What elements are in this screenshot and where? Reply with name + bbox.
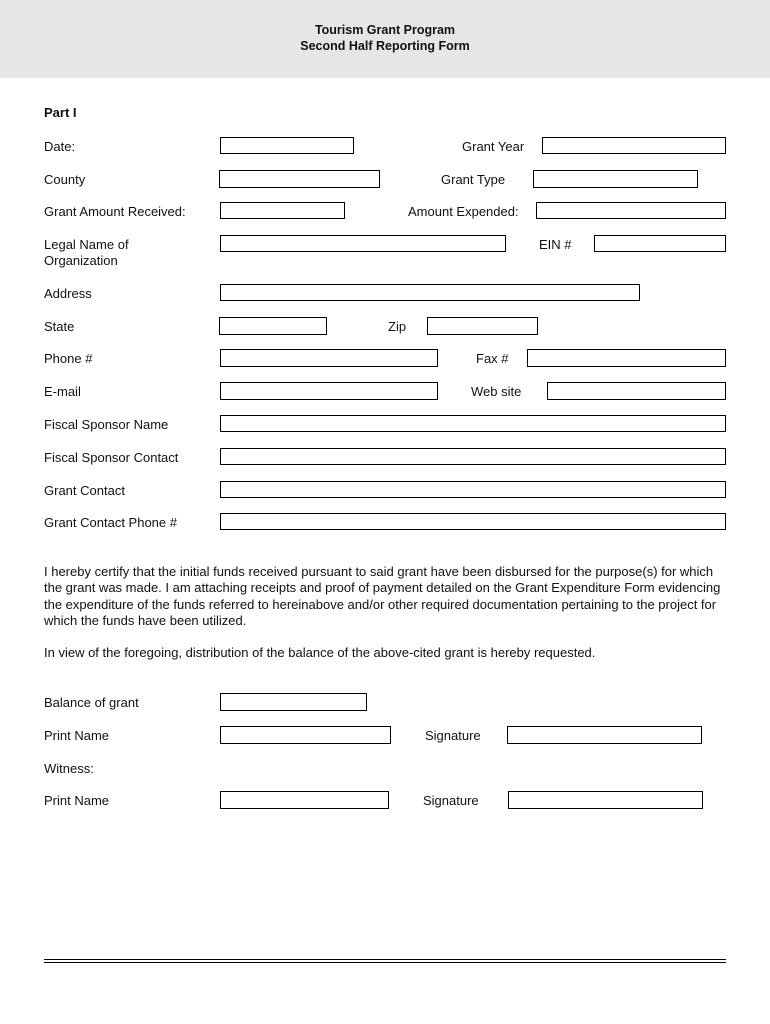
grant-amount-received-label: Grant Amount Received:	[44, 204, 186, 219]
email-field[interactable]	[220, 382, 438, 400]
address-field[interactable]	[220, 284, 640, 301]
website-field[interactable]	[547, 382, 726, 400]
date-field[interactable]	[220, 137, 354, 154]
website-label: Web site	[471, 384, 522, 399]
amount-expended-field[interactable]	[536, 202, 726, 219]
part-heading: Part I	[44, 105, 77, 120]
witness-label: Witness:	[44, 761, 94, 776]
fax-label: Fax #	[476, 351, 509, 366]
form-header	[0, 0, 770, 78]
legal-name-label-line1: Legal Name of	[44, 237, 129, 252]
grant-contact-field[interactable]	[220, 481, 726, 498]
state-field[interactable]	[219, 317, 327, 335]
ein-label: EIN #	[539, 237, 572, 252]
state-label: State	[44, 319, 75, 334]
phone-field[interactable]	[220, 349, 438, 367]
request-paragraph: In view of the foregoing, distribution of the balance of the above-cited grant is hereby requested.	[44, 645, 596, 660]
grant-type-label: Grant Type	[441, 172, 506, 187]
grant-type-field[interactable]	[533, 170, 698, 188]
print-name-label: Print Name	[44, 728, 110, 743]
form-subtitle: Second Half Reporting Form	[300, 39, 470, 53]
balance-of-grant-field[interactable]	[220, 693, 367, 711]
county-label: County	[44, 172, 86, 187]
grant-year-label: Grant Year	[462, 139, 525, 154]
fiscal-sponsor-contact-label: Fiscal Sponsor Contact	[44, 450, 179, 465]
date-label: Date:	[44, 139, 76, 154]
grant-contact-phone-label: Grant Contact Phone #	[44, 515, 177, 530]
county-field[interactable]	[219, 170, 380, 188]
zip-label: Zip	[388, 319, 407, 334]
legal-name-field[interactable]	[220, 235, 506, 252]
footer-rule-bottom	[44, 962, 726, 963]
address-label: Address	[44, 286, 92, 301]
fiscal-sponsor-name-field[interactable]	[220, 415, 726, 432]
email-label: E-mail	[44, 384, 81, 399]
witness-print-name-label: Print Name	[44, 793, 110, 808]
zip-field[interactable]	[427, 317, 538, 335]
ein-field[interactable]	[594, 235, 726, 252]
witness-print-name-field[interactable]	[220, 791, 389, 809]
grant-contact-phone-field[interactable]	[220, 513, 726, 530]
grant-year-field[interactable]	[542, 137, 726, 154]
grant-amount-received-field[interactable]	[220, 202, 345, 219]
signature-label: Signature	[425, 728, 481, 743]
signature-field[interactable]	[507, 726, 702, 744]
fiscal-sponsor-contact-field[interactable]	[220, 448, 726, 465]
footer-rule-top	[44, 959, 726, 960]
fax-field[interactable]	[527, 349, 726, 367]
witness-signature-field[interactable]	[508, 791, 703, 809]
balance-of-grant-label: Balance of grant	[44, 695, 139, 710]
print-name-field[interactable]	[220, 726, 391, 744]
form-title: Tourism Grant Program	[314, 23, 456, 37]
amount-expended-label: Amount Expended:	[408, 204, 519, 219]
grant-contact-label: Grant Contact	[44, 483, 125, 498]
legal-name-label-line2: Organization	[44, 253, 118, 268]
witness-signature-label: Signature	[423, 793, 479, 808]
fiscal-sponsor-name-label: Fiscal Sponsor Name	[44, 417, 169, 432]
certification-paragraph: I hereby certify that the initial funds received pursuant to said grant have been disbursed for the purpose(s) for which the grant was made. I am attaching receipts and proof of payment detailed on the Grant Expenditure Form evidencing the expenditure of the funds referred to hereinabove and/or other required documentation pertaining to the project for which the funds have been utilized.	[44, 564, 721, 628]
phone-label: Phone #	[44, 351, 93, 366]
